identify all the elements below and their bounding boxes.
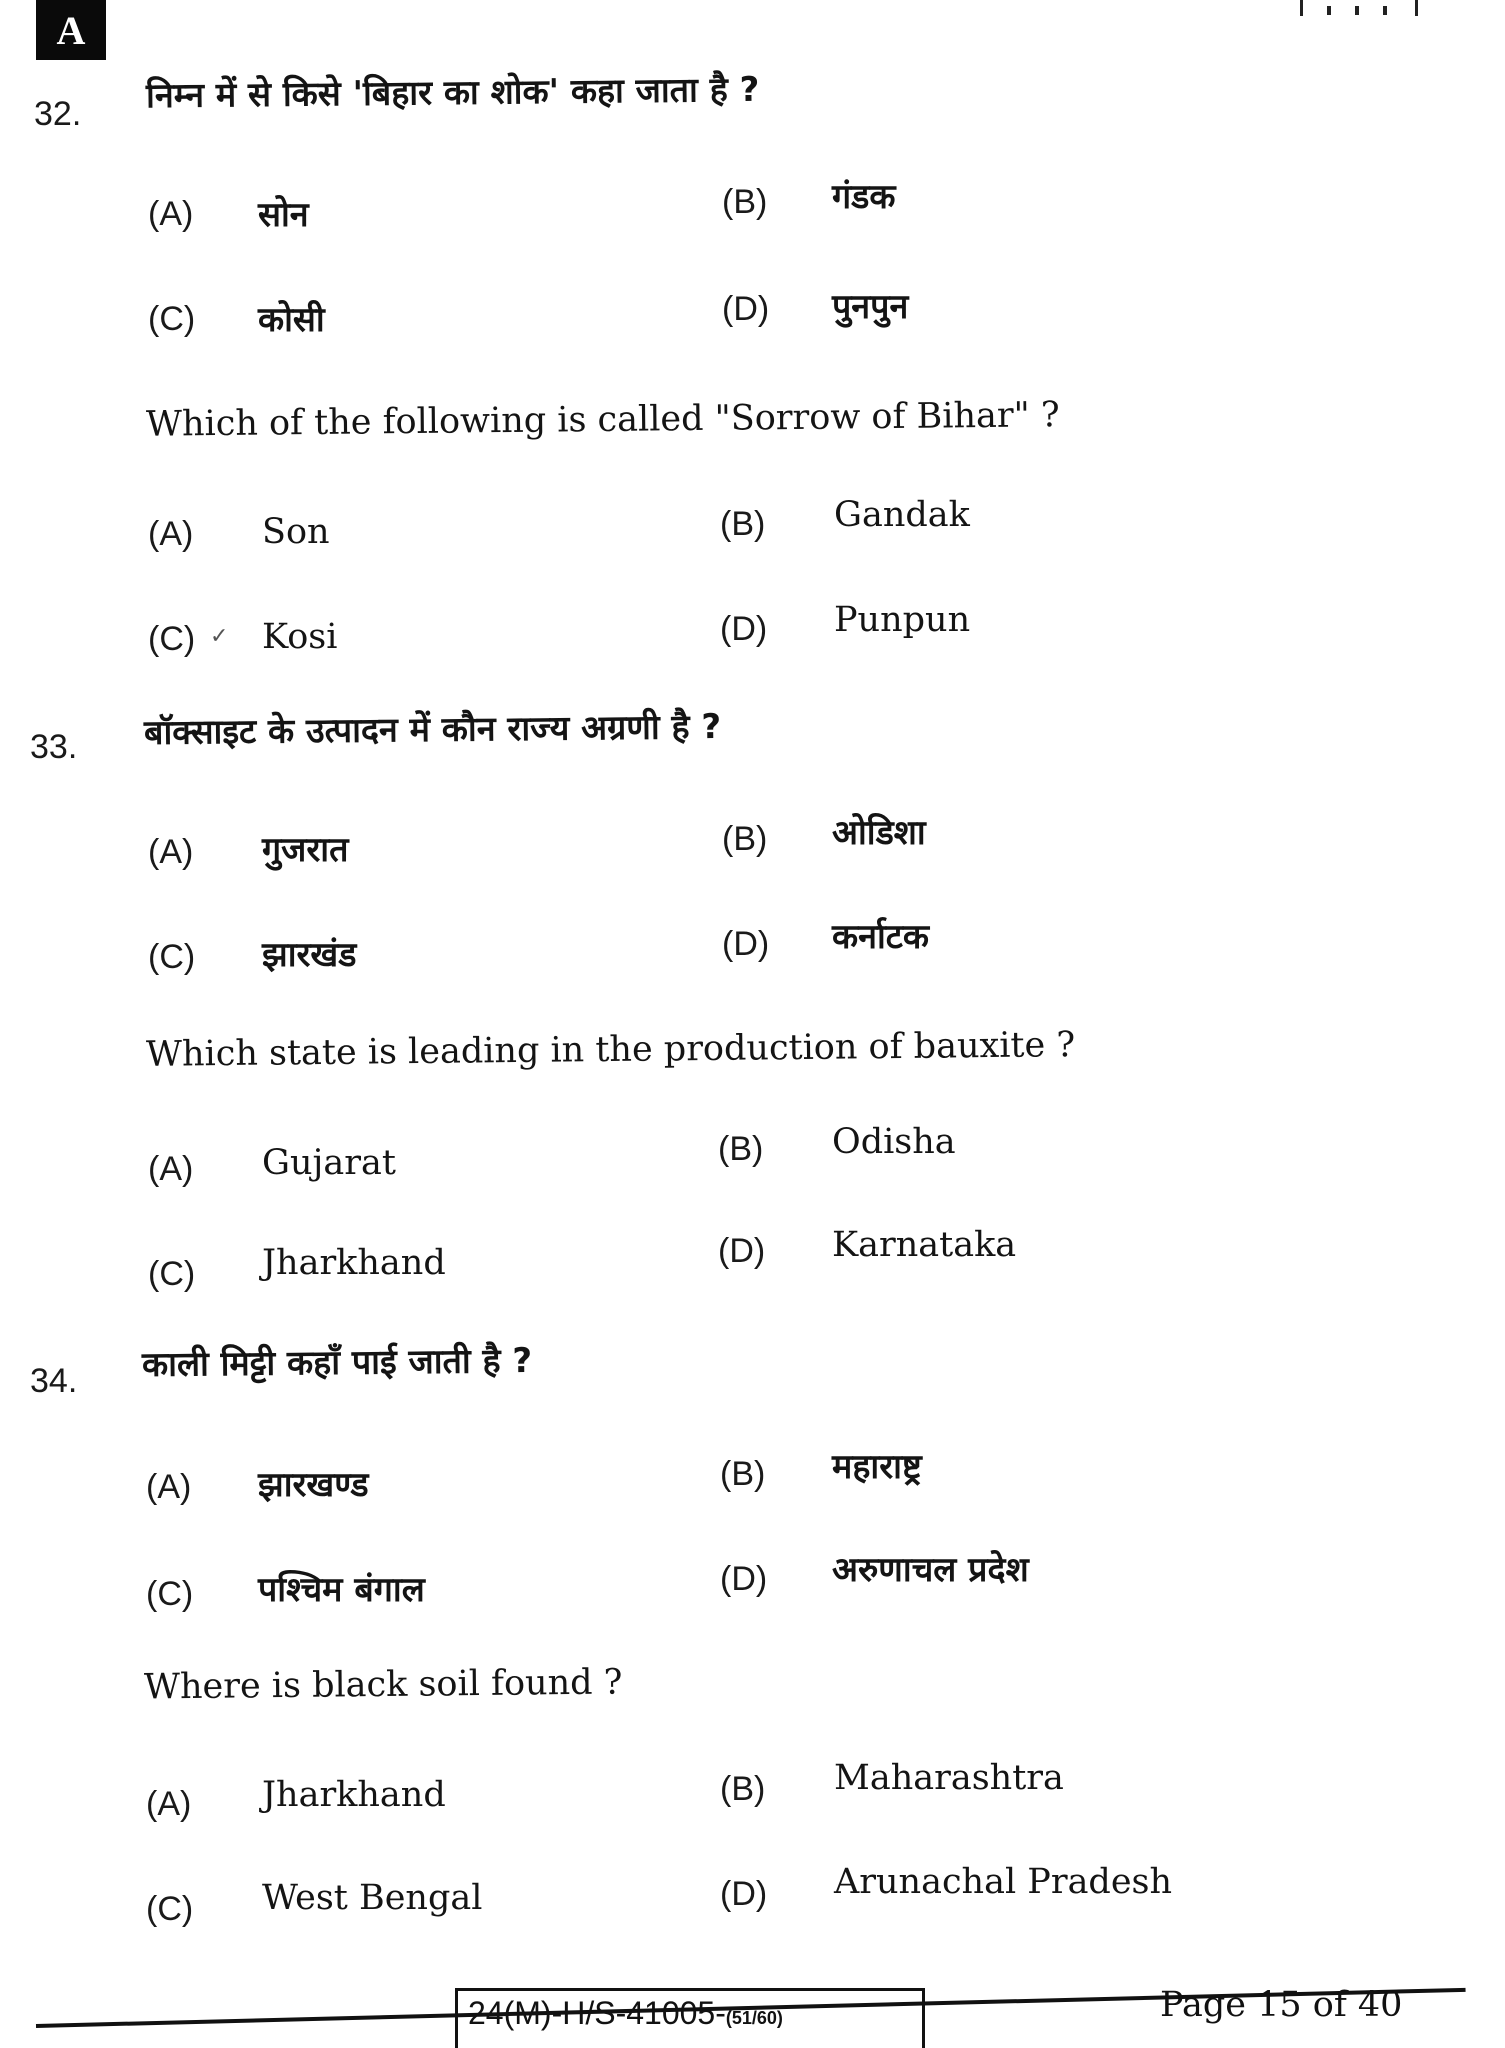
- question-text-english: Where is black soil found ?: [143, 1662, 623, 1708]
- option-label-b: (B): [722, 183, 768, 221]
- option-c-hindi[interactable]: कोसी: [258, 300, 325, 340]
- question-text-english: Which state is leading in the production of bauxite ?: [145, 1025, 1076, 1075]
- option-label-a-marked: (A): [146, 1785, 192, 1823]
- option-label-a: (A): [148, 515, 194, 553]
- option-label-b: (B): [720, 505, 766, 543]
- set-label-badge: A: [36, 0, 106, 60]
- option-label-a: (A): [146, 1468, 192, 1506]
- option-b-english[interactable]: Odisha: [832, 1122, 956, 1162]
- option-label-b: (B): [720, 1770, 766, 1808]
- option-d-hindi[interactable]: अरुणाचल प्रदेश: [832, 1550, 1029, 1590]
- option-label-d: (D): [722, 925, 770, 963]
- option-label-d: (D): [720, 610, 768, 648]
- option-label-c: (C): [146, 1575, 194, 1613]
- option-label-c: (C): [148, 938, 196, 976]
- option-label-c: (C): [146, 1890, 194, 1928]
- question-text-hindi: बॉक्साइट के उत्पादन में कौन राज्य अग्रणी है ?: [143, 706, 722, 754]
- option-a-english[interactable]: Jharkhand: [262, 1775, 446, 1815]
- option-b-english[interactable]: Maharashtra: [834, 1758, 1064, 1798]
- paper-code-main: 24(M)-H/S-41005-: [468, 1995, 726, 2031]
- question-number: 32.: [34, 95, 82, 133]
- option-label-c: (C): [148, 300, 196, 338]
- option-a-hindi[interactable]: झारखण्ड: [258, 1465, 369, 1505]
- option-c-english[interactable]: Kosi: [262, 617, 338, 657]
- option-d-english[interactable]: Arunachal Pradesh: [834, 1862, 1173, 1902]
- option-b-hindi[interactable]: गंडक: [832, 177, 896, 217]
- option-a-english[interactable]: Son: [262, 512, 330, 552]
- option-b-hindi[interactable]: ओडिशा: [832, 813, 926, 853]
- option-label-d: (D): [720, 1560, 768, 1598]
- option-label-a: (A): [148, 195, 194, 233]
- option-label-c-marked: (C): [148, 620, 196, 658]
- option-a-hindi[interactable]: सोन: [258, 195, 309, 235]
- page-number: Page 15 of 40: [1160, 1985, 1403, 2025]
- question-text-english: Which of the following is called "Sorrow of Bihar" ?: [145, 395, 1060, 445]
- option-label-c: (C): [148, 1255, 196, 1293]
- paper-code: [455, 1988, 925, 2048]
- top-right-box-mark: [1300, 0, 1418, 16]
- option-label-b: (B): [718, 1130, 764, 1168]
- option-b-english[interactable]: Gandak: [834, 495, 970, 535]
- option-a-english[interactable]: Gujarat: [262, 1143, 396, 1183]
- pencil-tick-icon: ✓: [210, 624, 229, 649]
- question-number: 34.: [30, 1362, 78, 1400]
- option-label-b: (B): [720, 1455, 766, 1493]
- question-number: 33.: [30, 728, 78, 766]
- option-label-d: (D): [718, 1232, 766, 1270]
- option-c-english[interactable]: Jharkhand: [262, 1243, 446, 1283]
- option-label-a: (A): [148, 833, 194, 871]
- option-label-d: (D): [720, 1875, 768, 1913]
- option-a-hindi[interactable]: गुजरात: [262, 830, 349, 870]
- option-label-a: (A): [148, 1150, 194, 1188]
- paper-code-suffix: (51/60): [725, 2008, 783, 2028]
- option-d-hindi[interactable]: पुनपुन: [832, 287, 909, 327]
- option-c-hindi[interactable]: पश्चिम बंगाल: [258, 1570, 425, 1610]
- option-c-english[interactable]: West Bengal: [262, 1878, 483, 1918]
- question-text-hindi: निम्न में से किसे 'बिहार का शोक' कहा जाता है ?: [145, 69, 760, 117]
- option-b-hindi[interactable]: महाराष्ट्र: [832, 1447, 922, 1487]
- option-d-hindi[interactable]: कर्नाटक: [832, 917, 930, 957]
- option-label-b: (B): [722, 820, 768, 858]
- option-label-d: (D): [722, 290, 770, 328]
- option-c-hindi[interactable]: झारखंड: [262, 935, 357, 975]
- option-d-english[interactable]: Punpun: [834, 600, 971, 640]
- question-text-hindi: काली मिट्टी कहाँ पाई जाती है ?: [141, 1340, 533, 1386]
- option-d-english[interactable]: Karnataka: [832, 1225, 1017, 1265]
